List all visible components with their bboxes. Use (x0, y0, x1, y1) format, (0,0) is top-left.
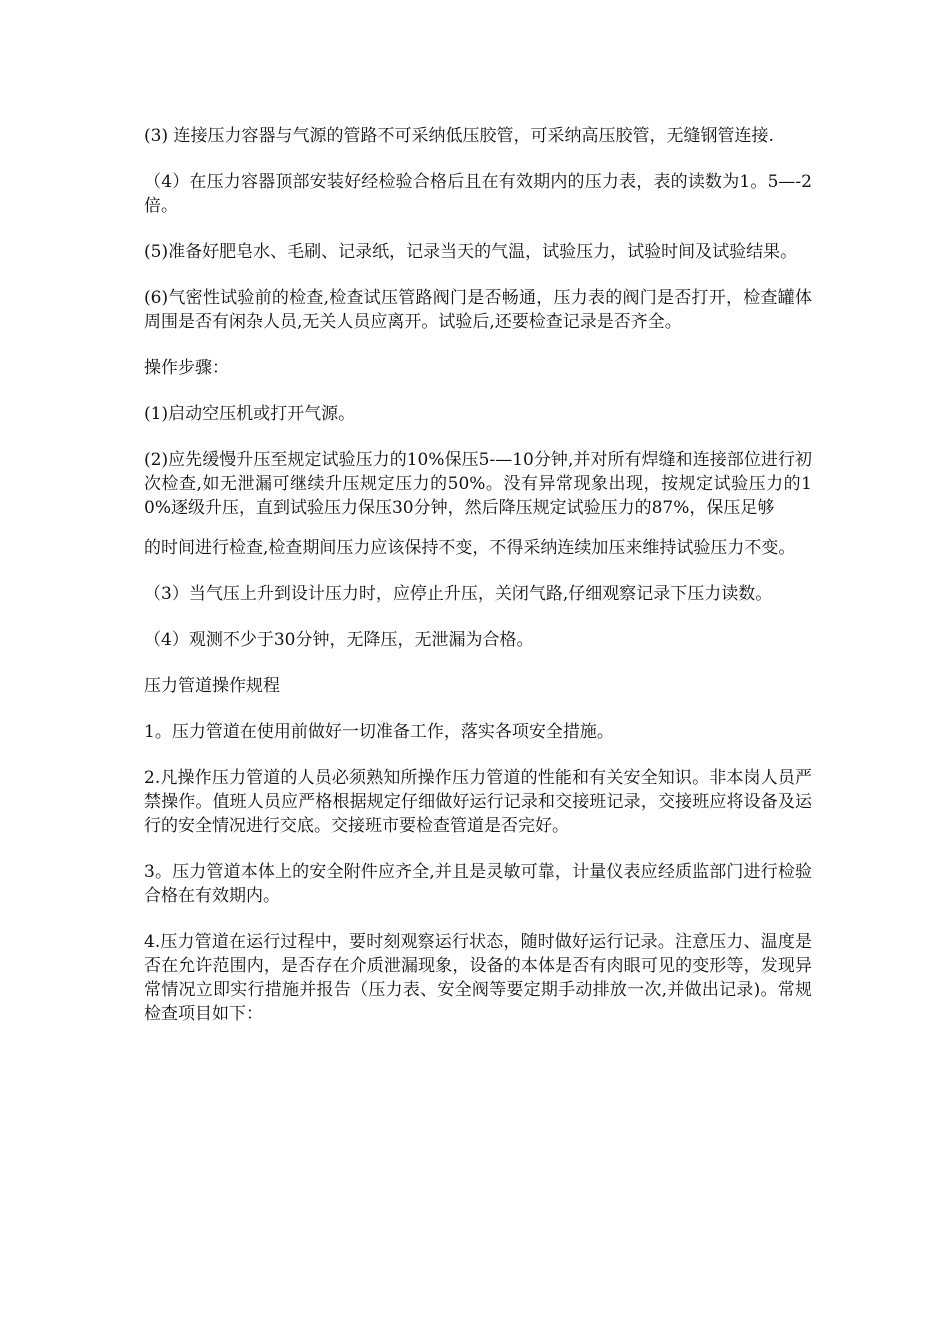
paragraph-step-4: （4）观测不少于30分钟，无降压，无泄漏为合格。 (144, 630, 534, 650)
paragraph-step-2-continued: 的时间进行检查,检查期间压力应该保持不变，不得采纳连续加压来维持试验压力不变。 (144, 538, 796, 558)
paragraph-rule-2: 2.凡操作压力管道的人员必须熟知所操作压力管道的性能和有关安全知识。非本岗人员严禁操作。值班人员应严格根据规定仔细做好运行记录和交接班记录，交接班应将设备及运行的安全情况进行交底。交接班市要检查管道是否完好。 (144, 768, 812, 836)
paragraph-rule-3: 3。压力管道本体上的安全附件应齐全,并且是灵敏可靠，计量仪表应经质监部门进行检验合格在有效期内。 (144, 862, 812, 906)
paragraph-step-3: （3）当气压上升到设计压力时，应停止升压，关闭气路,仔细观察记录下压力读数。 (144, 584, 773, 604)
paragraph-rule-1: 1。压力管道在使用前做好一切准备工作，落实各项安全措施。 (144, 722, 614, 742)
paragraph-pipe-connection: (3) 连接压力容器与气源的管路不可采纳低压胶管，可采纳高压胶管，无缝钢管连接. (144, 126, 774, 146)
paragraph-rule-4: 4.压力管道在运行过程中，要时刻观察运行状态，随时做好运行记录。注意压力、温度是否在允许范围内，是否存在介质泄漏现象，设备的本体是否有肉眼可见的变形等，发现异常情况立即实行措施并报告（压力表、安全阀等要定期手动排放一次,并做出记录)。常规检查项目如下： (144, 932, 812, 1024)
paragraph-pre-test-check: (6)气密性试验前的检查,检查试压管路阀门是否畅通，压力表的阀门是否打开，检查罐体周围是否有闲杂人员,无关人员应离开。试验后,还要检查记录是否齐全。 (144, 288, 812, 332)
heading-pipeline-procedure: 压力管道操作规程 (144, 676, 280, 696)
paragraph-pressure-gauge: （4）在压力容器顶部安装好经检验合格后且在有效期内的压力表，表的读数为1。5—-2倍。 (144, 172, 812, 216)
paragraph-step-2: (2)应先缓慢升压至规定试验压力的10%保压5-—10分钟,并对所有焊缝和连接部位进行初次检查,如无泄漏可继续升压规定压力的50%。没有异常现象出现，按规定试验压力的10%逐级升压，直到试验压力保压30分钟，然后降压规定试验压力的87%，保压足够 (144, 450, 812, 518)
paragraph-preparation: (5)准备好肥皂水、毛刷、记录纸，记录当天的气温，试验压力，试验时间及试验结果。 (144, 242, 798, 262)
paragraph-step-1: (1)启动空压机或打开气源。 (144, 404, 356, 424)
document-body (144, 124, 812, 1048)
heading-operation-steps: 操作步骤： (144, 358, 229, 378)
